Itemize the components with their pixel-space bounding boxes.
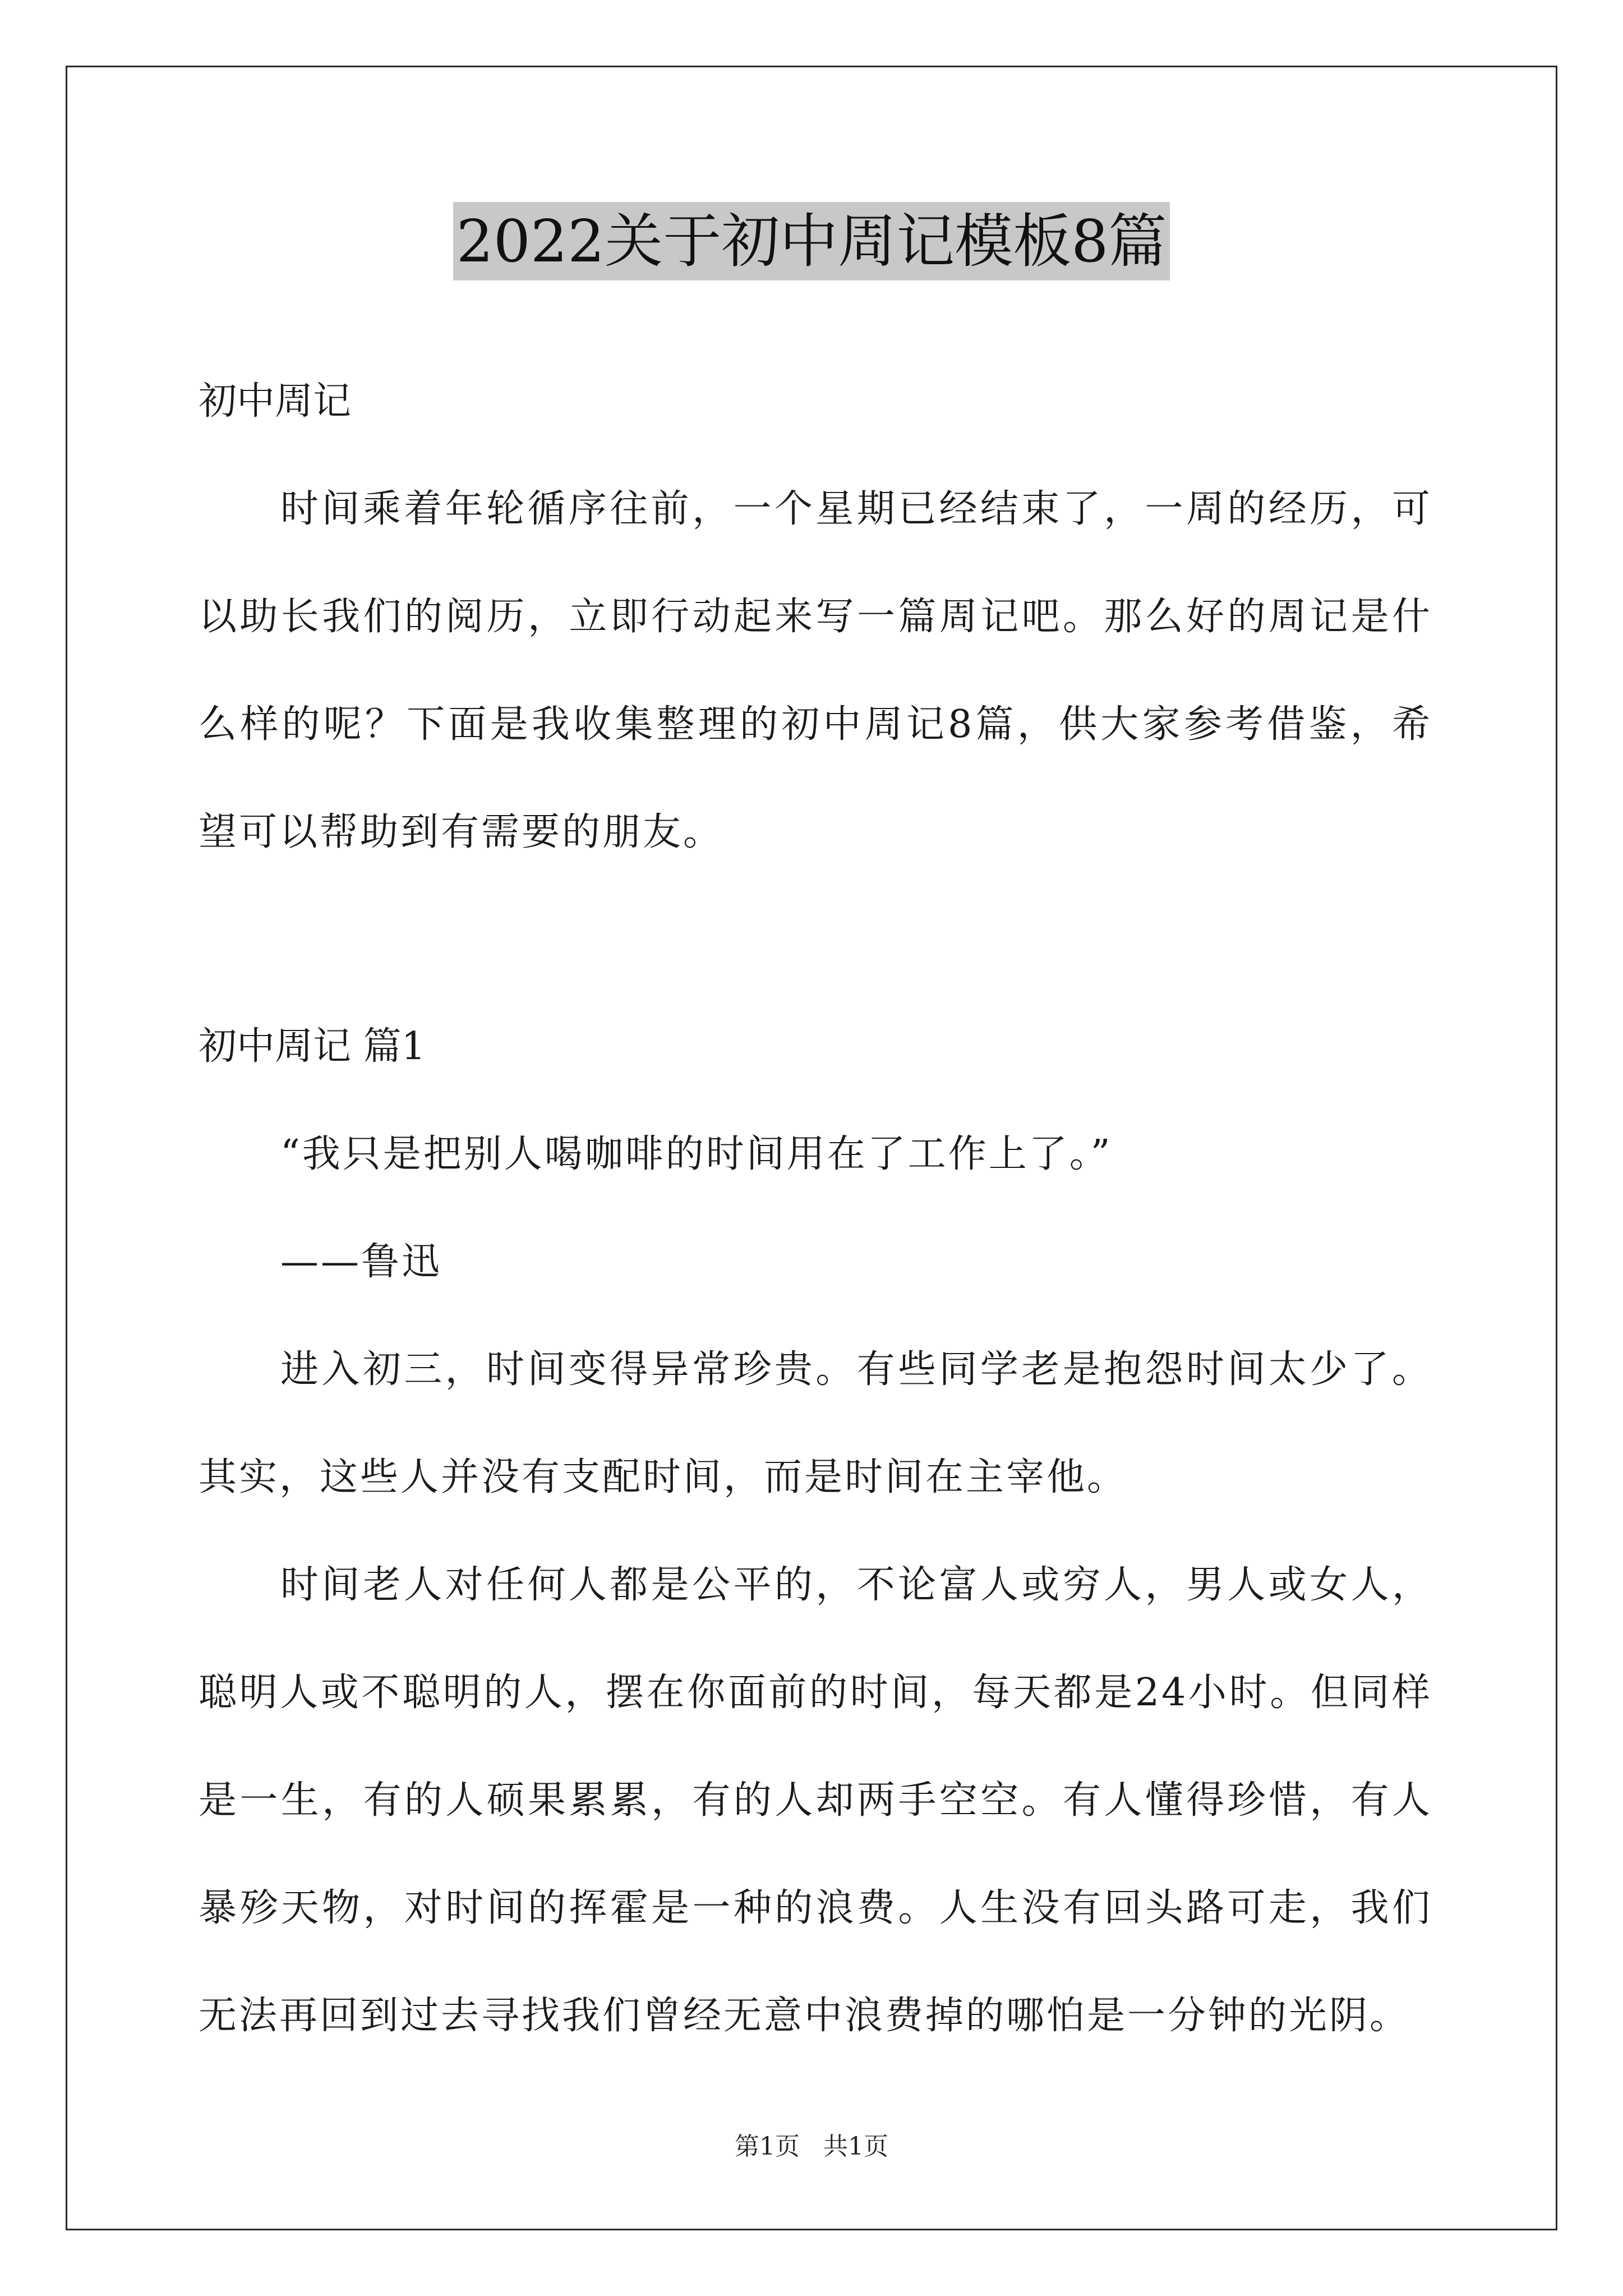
paragraph-1: 进入初三，时间变得异常珍贵。有些同学老是抱怨时间太少了。其实，这些人并没有支配时间，而是时间在主宰他。 (199, 1347, 1432, 1499)
quote-author: ——鲁迅 (280, 1240, 442, 1284)
paragraph-2: 时间老人对任何人都是公平的，不论富人或穷人，男人或女人，聪明人或不聪明的人，摆在你面前的时间，每天都是24小时。但同样是一生，有的人硕果累累，有的人却两手空空。有人懂得珍惜，有人暴殄天物，对时间的挥霍是一种的浪费。人生没有回头路可走，我们无法再回到过去寻找我们曾经无意中浪费掉的哪怕是一分钟的光阴。 (199, 1563, 1432, 2038)
document-body (199, 348, 1432, 2070)
section-gap (199, 886, 1432, 993)
page-footer (0, 2126, 1623, 2162)
footer-total-pages: 共1页 (823, 2132, 888, 2161)
section1-heading: 初中周记 篇1 (199, 1024, 426, 1069)
intro-paragraph: 时间乘着年轮循序往前，一个星期已经结束了，一周的经历，可以助长我们的阅历，立即行动起来写一篇周记吧。那么好的周记是什么样的呢？下面是我收集整理的初中周记8篇，供大家参考借鉴，希望可以帮助到有需要的朋友。 (199, 487, 1432, 854)
footer-page-number: 第1页 (735, 2132, 800, 2161)
document-title: 2022关于初中周记模板8篇 (453, 202, 1170, 280)
title-container (0, 202, 1623, 280)
intro-heading: 初中周记 (199, 379, 352, 424)
quote-text: “我只是把别人喝咖啡的时间用在了工作上了。” (280, 1132, 1113, 1176)
